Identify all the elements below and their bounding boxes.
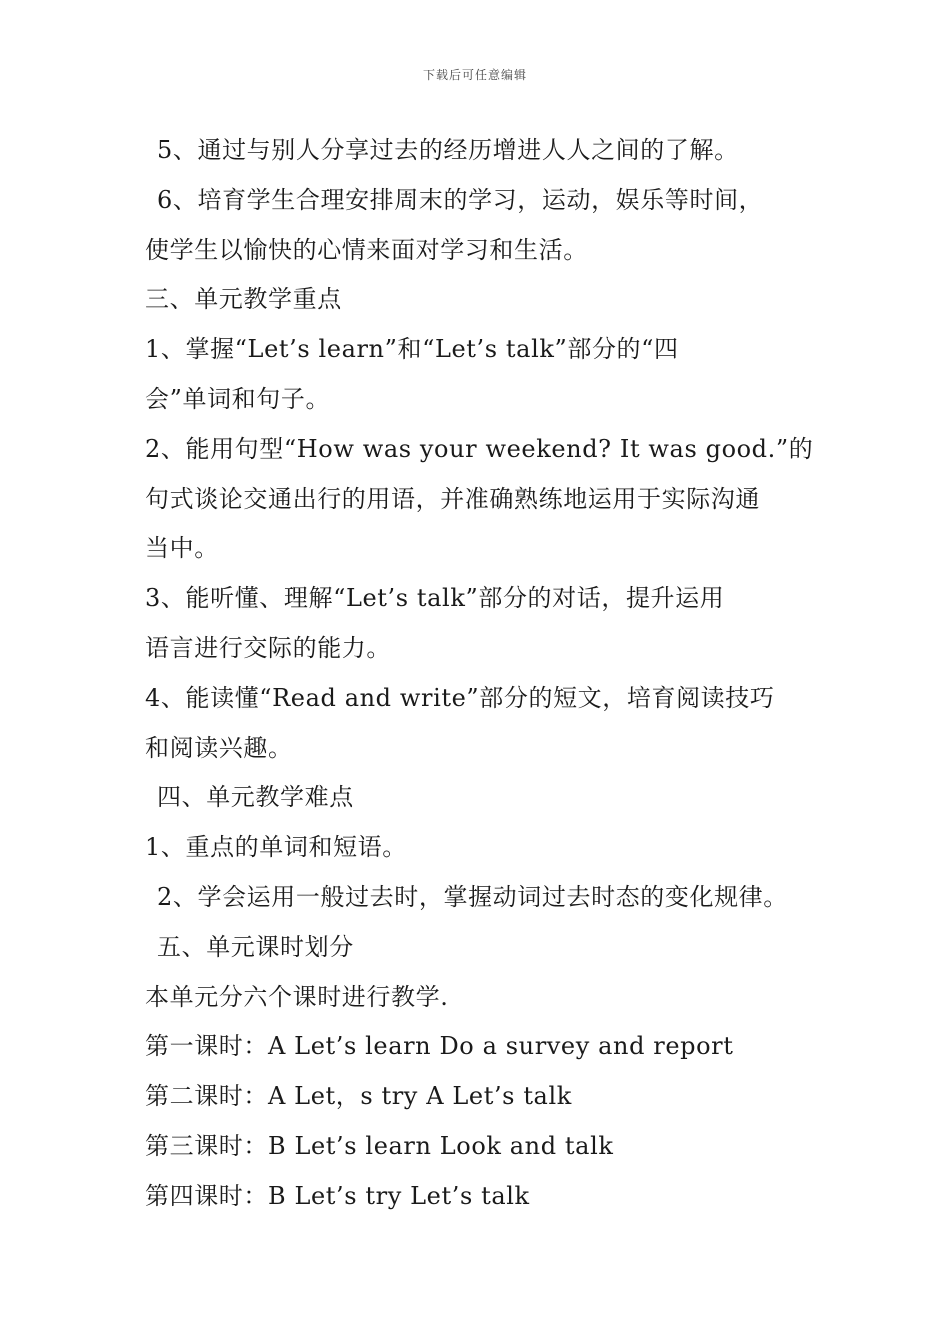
text-line: 句式谈论交通出行的用语，并准确熟练地运用于实际沟通: [145, 484, 760, 513]
lesson-line: 第一课时：A Let’s learn Do a survey and report: [145, 1032, 734, 1061]
text-line: 会”单词和句子。: [145, 384, 331, 413]
text-line: 4、能读懂“Read and write”部分的短文，培育阅读技巧: [145, 683, 775, 712]
lesson-line: 第三课时：B Let’s learn Look and talk: [145, 1131, 614, 1160]
section-heading: 四、单元教学难点: [157, 783, 354, 812]
text-line: 使学生以愉快的心情来面对学习和生活。: [145, 235, 588, 264]
lesson-line: 第四课时：B Let’s try Let’s talk: [145, 1181, 530, 1210]
section-heading: 三、单元教学重点: [145, 285, 342, 314]
text-line: 5、通过与别人分享过去的经历增进人人之间的了解。: [157, 136, 739, 164]
text-line: 本单元分六个课时进行教学.: [145, 982, 449, 1011]
section-heading: 五、单元课时划分: [157, 932, 354, 961]
text-line: 语言进行交际的能力。: [145, 633, 391, 662]
text-line: 和阅读兴趣。: [145, 733, 293, 762]
page-header-note: 下载后可任意编辑: [422, 68, 527, 82]
text-line: 1、重点的单词和短语。: [145, 833, 407, 862]
text-line: 2、能用句型“How was your weekend? It was good.”的: [145, 434, 814, 463]
text-line: 2、学会运用一般过去时，掌握动词过去时态的变化规律。: [157, 882, 788, 911]
lesson-line: 第二课时：A Let，s try A Let’s talk: [145, 1082, 572, 1111]
text-line: 1、掌握“Let’s learn”和“Let’s talk”部分的“四: [145, 335, 679, 364]
text-line: 当中。: [145, 534, 219, 563]
document-body: [145, 126, 815, 1222]
text-line: 3、能听懂、理解“Let’s talk”部分的对话，提升运用: [145, 584, 725, 613]
text-line: 6、培育学生合理安排周末的学习，运动，娱乐等时间，: [157, 185, 764, 214]
